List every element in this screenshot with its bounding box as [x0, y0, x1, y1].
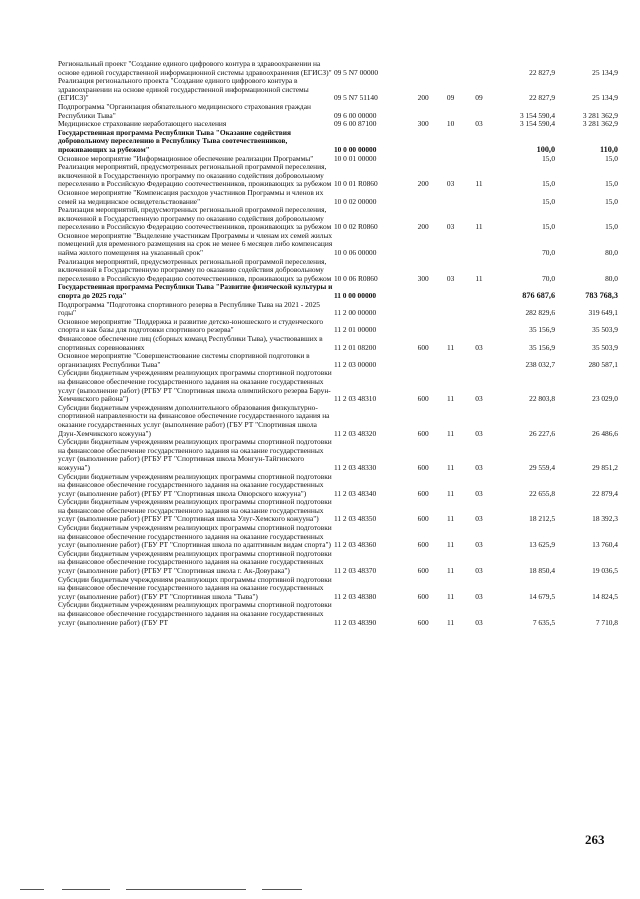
amount-year-2: 22 879,4 — [592, 488, 618, 498]
section: 11 — [447, 462, 455, 472]
target-code: 11 2 01 08200 — [333, 342, 377, 352]
table-row — [58, 318, 618, 335]
amount-year-2: 280 587,1 — [588, 359, 618, 369]
row-name: Региональный проект "Создание единого цифрового контура в здравоохранении на основе единой государственной информационной системы здравоохранения (ЕГИСЗ)" — [58, 59, 332, 77]
amount-year-2: 319 649,1 — [588, 308, 618, 318]
expense-type — [409, 103, 437, 120]
expense-type — [409, 232, 437, 258]
table-row — [58, 369, 618, 403]
section: 11 — [447, 514, 455, 524]
amount-year-1: 15,0 — [542, 196, 556, 206]
section: 11 — [447, 540, 455, 550]
subsection — [464, 301, 494, 318]
amount-year-1: 13 625,9 — [529, 540, 556, 550]
subsection — [464, 103, 494, 120]
amount-year-1: 22 655,8 — [529, 488, 556, 498]
row-name: Основное мероприятие "Поддержка и развитие детско-юношеского и студенческого спорта и как базы для подготовки спортивного резерва" — [58, 316, 324, 335]
target-code: 11 2 03 48310 — [333, 394, 377, 404]
subsection — [464, 155, 494, 164]
amount-year-2: 3 281 362,9 — [582, 119, 618, 129]
amount-year-1: 29 559,4 — [529, 462, 556, 472]
row-name: Основное мероприятие "Компенсация расходов участников Программы и членов их семей на медицинское освидетельствование" — [58, 187, 324, 206]
amount-year-1: 100,0 — [536, 144, 556, 154]
subsection — [464, 189, 494, 206]
table-row — [58, 189, 618, 206]
table-row — [58, 206, 618, 232]
amount-year-2: 26 486,6 — [592, 428, 618, 438]
page-number: 263 — [585, 832, 605, 847]
section: 10 — [446, 119, 455, 129]
target-code: 10 0 00 00000 — [333, 144, 377, 154]
row-name: Субсидии бюджетным учреждениям реализующих программы спортивной подготовки на финансовое обеспечение государственного задания на оказание государственных услуг (выполнение работ) (ГБУ РТ "Спортивная школа "Тыва") — [58, 574, 332, 601]
amount-year-1: 238 032,7 — [525, 359, 556, 369]
subsection: 03 — [475, 394, 483, 404]
amount-year-2: 14 824,5 — [592, 591, 618, 601]
expense-type — [409, 129, 437, 155]
row-name: Основное мероприятие "Совершенствование системы спортивной подготовки в организациях Республики Тыва" — [58, 351, 310, 369]
scan-edge-mark — [126, 889, 246, 890]
scan-edge-mark — [20, 889, 44, 890]
scan-edge-mark — [62, 889, 110, 890]
subsection — [464, 232, 494, 258]
section: 11 — [447, 342, 455, 352]
section — [437, 155, 463, 164]
amount-year-2: 15,0 — [605, 153, 618, 163]
row-name: Реализация мероприятий, предусмотренных региональной программой переселения, включенной в Государственную программу по оказанию содействия добровольному переселению в Российскую Федерацию соотечественников, проживающих за рубежом — [58, 205, 332, 232]
amount-year-2: 25 134,9 — [592, 67, 618, 77]
amount-year-2: 19 036,5 — [592, 566, 618, 576]
expense-type — [409, 301, 437, 318]
target-code: 10 0 02 R0860 — [333, 222, 378, 232]
amount-year-1: 22 827,9 — [529, 67, 556, 77]
row-name: Подпрограмма "Организация обязательного медицинского страхования граждан Республики Тыва" — [58, 101, 311, 120]
target-code: 10 0 02 00000 — [333, 196, 377, 206]
amount-year-2: 783 768,3 — [585, 291, 618, 301]
expense-type: 300 — [417, 273, 429, 283]
section — [437, 301, 463, 318]
amount-year-2: 35 503,9 — [592, 342, 618, 352]
section: 11 — [447, 591, 455, 601]
budget-table-body — [58, 60, 618, 627]
table-row — [58, 404, 618, 438]
subsection: 03 — [475, 591, 483, 601]
table-row — [58, 301, 618, 318]
table-row — [58, 352, 618, 369]
subsection: 03 — [475, 462, 483, 472]
row-name: Субсидии бюджетным учреждениям реализующих программы спортивной подготовки на финансовое обеспечение государственного задания на оказание государственных услуг (выполнение работ) (ГБУ РТ — [58, 600, 332, 627]
amount-year-1: 3 154 590,4 — [519, 119, 556, 129]
subsection: 03 — [475, 119, 483, 129]
amount-year-1: 7 635,5 — [532, 617, 556, 627]
expense-type — [409, 155, 437, 164]
row-name: Субсидии бюджетным учреждениям дополнительного образования физкультурно-спортивной направленности на финансовое обеспечение государственного задания на оказание государственных услуг (выполнение работ) (ГБУ РТ "Спортивная школа Дзун-Хемчикского кожууна") — [58, 402, 330, 438]
section — [437, 103, 463, 120]
amount-year-2: 15,0 — [605, 179, 618, 189]
row-name: Основное мероприятие "Выделение участникам Программы и членам их семей жилых помещений для временного размещения на срок не менее 6 месяцев либо компенсация найма жилого помещения на указанный срок" — [58, 230, 333, 258]
table-row — [58, 601, 618, 627]
amount-year-1: 35 156,9 — [529, 342, 556, 352]
row-name: Субсидии бюджетным учреждениям реализующих программы спортивной подготовки на финансовое обеспечение государственного задания на оказание государственных услуг (выполнение работ) (ГБУ РТ "Спортивная школа по адаптивным видам спорта") — [58, 523, 332, 550]
section: 11 — [447, 488, 455, 498]
table-row — [58, 129, 618, 155]
budget-table — [58, 60, 618, 627]
expense-type: 200 — [417, 93, 429, 103]
scan-edge-mark — [262, 889, 302, 890]
expense-type: 600 — [417, 591, 429, 601]
target-code: 11 2 03 48350 — [333, 514, 377, 524]
table-row — [58, 283, 618, 300]
row-name: Реализация мероприятий, предусмотренных региональной программой переселения, включенной в Государственную программу по оказанию содействия добровольному переселению в Российскую Федерацию соотечественников, проживающих за рубежом — [58, 162, 332, 189]
subsection: 03 — [475, 566, 483, 576]
target-code: 09 5 N7 00000 — [333, 67, 379, 77]
section: 03 — [446, 222, 455, 232]
amount-year-1: 22 827,9 — [529, 93, 556, 103]
expense-type: 600 — [417, 342, 429, 352]
section: 11 — [447, 394, 455, 404]
subsection — [464, 129, 494, 155]
target-code: 11 2 03 48370 — [333, 566, 377, 576]
subsection — [464, 283, 494, 300]
target-code: 11 2 00 00000 — [333, 308, 377, 318]
target-code: 11 2 03 00000 — [333, 359, 377, 369]
section — [437, 60, 463, 77]
target-code: 11 2 03 48340 — [333, 488, 377, 498]
subsection — [464, 352, 494, 369]
subsection — [464, 318, 494, 335]
amount-year-2: 18 392,3 — [592, 514, 618, 524]
section — [437, 283, 463, 300]
section: 11 — [447, 617, 455, 627]
subsection: 03 — [475, 342, 483, 352]
amount-year-1: 70,0 — [542, 248, 556, 258]
target-code: 10 0 06 00000 — [333, 248, 377, 258]
target-code: 11 0 00 00000 — [333, 291, 377, 301]
subsection: 11 — [475, 273, 483, 283]
amount-year-1: 15,0 — [542, 222, 556, 232]
expense-type — [409, 283, 437, 300]
table-row — [58, 77, 618, 103]
target-code: 11 2 03 48360 — [333, 540, 377, 550]
amount-year-2: 80,0 — [605, 248, 618, 258]
section — [437, 129, 463, 155]
amount-year-1: 18 850,4 — [529, 566, 556, 576]
amount-year-2: 13 760,4 — [592, 540, 618, 550]
section — [437, 318, 463, 335]
subsection: 03 — [475, 540, 483, 550]
expense-type: 600 — [417, 540, 429, 550]
amount-year-1: 282 829,6 — [525, 308, 556, 318]
target-code: 10 0 01 R0860 — [333, 179, 378, 189]
subsection: 11 — [475, 222, 483, 232]
row-name: Субсидии бюджетным учреждениям реализующих программы спортивной подготовки на финансовое обеспечение государственного задания на оказание государственных услуг (выполнение работ) (РГБУ РТ "Спортивная школа олимпийского резерва Барун-Хемчикского района") — [58, 368, 332, 404]
table-row — [58, 473, 618, 499]
expense-type: 600 — [417, 488, 429, 498]
row-name: Подпрограмма "Подготовка спортивного резерва в Республике Тыва на 2021 - 2025 годы" — [58, 299, 320, 318]
amount-year-1: 22 803,8 — [529, 394, 556, 404]
section: 11 — [447, 566, 455, 576]
expense-type: 200 — [417, 179, 429, 189]
section: 03 — [446, 273, 455, 283]
table-row — [58, 163, 618, 189]
amount-year-1: 14 679,5 — [529, 591, 556, 601]
amount-year-2: 15,0 — [605, 196, 618, 206]
row-name: Основное мероприятие "Информационное обеспечение реализации Программы" — [58, 153, 314, 163]
subsection: 11 — [475, 179, 483, 189]
amount-year-2: 15,0 — [605, 222, 618, 232]
row-name: Финансовое обеспечение лиц (сборных команд Республики Тыва), участвовавших в спортивных соревнованиях — [58, 334, 323, 352]
table-row — [58, 438, 618, 472]
subsection: 03 — [475, 617, 483, 627]
expense-type: 600 — [417, 514, 429, 524]
expense-type: 600 — [417, 462, 429, 472]
target-code: 11 2 03 48390 — [333, 617, 377, 627]
target-code: 11 2 01 00000 — [333, 325, 377, 335]
table-row — [58, 103, 618, 120]
subsection: 03 — [475, 428, 483, 438]
section — [437, 352, 463, 369]
subsection: 03 — [475, 488, 483, 498]
expense-type: 600 — [417, 617, 429, 627]
amount-year-1: 70,0 — [542, 273, 556, 283]
amount-year-1: 15,0 — [542, 153, 556, 163]
amount-year-2: 3 281 362,9 — [582, 110, 618, 120]
expense-type: 600 — [417, 566, 429, 576]
amount-year-1: 26 227,6 — [529, 428, 556, 438]
subsection — [464, 60, 494, 77]
table-row — [58, 232, 618, 258]
target-code: 09 5 N7 51140 — [333, 93, 378, 103]
amount-year-2: 35 503,9 — [592, 325, 618, 335]
amount-year-2: 29 851,2 — [592, 462, 618, 472]
target-code: 10 0 01 00000 — [333, 153, 377, 163]
amount-year-2: 80,0 — [605, 273, 618, 283]
row-name: Медицинское страхование неработающего населения — [58, 119, 227, 129]
amount-year-2: 25 134,9 — [592, 93, 618, 103]
subsection: 03 — [475, 514, 483, 524]
row-name: Субсидии бюджетным учреждениям реализующих программы спортивной подготовки на финансовое обеспечение государственного задания на оказание государственных услуг (выполнение работ) (РГБУ РТ "Спортивная школа Монгун-Тайгинского кожууна") — [58, 437, 332, 472]
table-row — [58, 550, 618, 576]
amount-year-2: 23 029,0 — [592, 394, 618, 404]
amount-year-1: 876 687,6 — [522, 291, 556, 301]
row-name: Субсидии бюджетным учреждениям реализующих программы спортивной подготовки на финансовое обеспечение государственного задания на оказание государственных услуг (выполнение работ) (РГБУ РТ "Спортивная школа Овюрского кожууна") — [58, 471, 332, 498]
table-row — [58, 498, 618, 524]
row-name: Субсидии бюджетным учреждениям реализующих программы спортивной подготовки на финансовое обеспечение государственного задания на оказание государственных услуг (выполнение работ) (РГБУ РТ "Спортивная школа Улуг-Хемского кожууна") — [58, 497, 332, 524]
row-name: Реализация регионального проекта "Создание единого цифрового контура в здравоохранении на основе единой государственной информационной системы (ЕГИСЗ)" — [58, 76, 309, 103]
section: 03 — [446, 179, 455, 189]
table-row — [58, 576, 618, 602]
expense-type — [409, 189, 437, 206]
target-code: 09 6 00 87100 — [333, 119, 377, 129]
amount-year-2: 110,0 — [600, 144, 618, 154]
row-name: Субсидии бюджетным учреждениям реализующих программы спортивной подготовки на финансовое обеспечение государственного задания на оказание государственных услуг (выполнение работ) (РГБУ РТ "Спортивная школа г. Ак-Довурака") — [58, 548, 332, 576]
table-row — [58, 60, 618, 77]
amount-year-1: 35 156,9 — [529, 325, 556, 335]
row-name: Государственная программа Республики Тыва "Развитие физической культуры и спорта до 2025 года" — [58, 282, 333, 301]
amount-year-2: 7 710,8 — [595, 617, 618, 627]
expense-type: 300 — [417, 119, 429, 129]
expense-type — [409, 352, 437, 369]
section — [437, 189, 463, 206]
row-name: Реализация мероприятий, предусмотренных региональной программой переселения, включенной в Государственную программу по оказанию содействия добровольному переселению в Российскую Федерацию соотечественников, проживающих за рубежом — [58, 256, 332, 283]
table-row — [58, 258, 618, 284]
amount-year-1: 18 212,5 — [529, 514, 556, 524]
expense-type: 600 — [417, 394, 429, 404]
expense-type — [409, 318, 437, 335]
table-row — [58, 335, 618, 352]
subsection: 09 — [475, 93, 483, 103]
amount-year-1: 15,0 — [542, 179, 556, 189]
row-name: Государственная программа Республики Тыва "Оказание содействия добровольному переселению в Республику Тыва соотечественников, проживающих за рубежом" — [58, 127, 292, 154]
expense-type — [409, 60, 437, 77]
target-code: 11 2 03 48380 — [333, 591, 377, 601]
amount-year-1: 3 154 590,4 — [519, 110, 556, 120]
expense-type: 200 — [417, 222, 429, 232]
target-code: 11 2 03 48330 — [333, 462, 377, 472]
section: 11 — [447, 428, 455, 438]
expense-type: 600 — [417, 428, 429, 438]
target-code: 11 2 03 48320 — [333, 428, 377, 438]
target-code: 10 0 06 R0860 — [333, 273, 378, 283]
section: 09 — [446, 93, 455, 103]
target-code: 09 6 00 00000 — [333, 110, 377, 120]
section — [437, 232, 463, 258]
table-row — [58, 524, 618, 550]
